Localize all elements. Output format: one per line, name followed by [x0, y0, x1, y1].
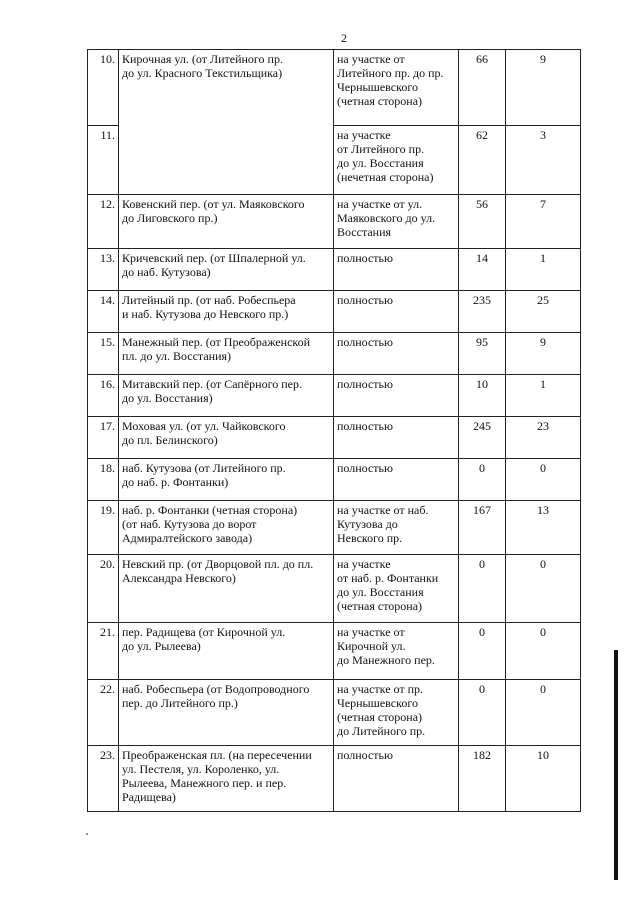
- count-cell: 167: [459, 501, 506, 555]
- table-row: [88, 555, 581, 623]
- extent-cell: полностью: [334, 746, 459, 812]
- table-row: [88, 501, 581, 555]
- extent-cell: на участке от наб. р. Фонтанки до ул. Восстания (четная сторона): [334, 555, 459, 623]
- street-cell: Литейный пр. (от наб. Робеспьера и наб. Кутузова до Невского пр.): [119, 291, 334, 333]
- count-cell: 0: [459, 459, 506, 501]
- street-cell: Ковенский пер. (от ул. Маяковского до Лиговского пр.): [119, 195, 334, 249]
- table-row: [88, 249, 581, 291]
- street-cell: Манежный пер. (от Преображенской пл. до ул. Восстания): [119, 333, 334, 375]
- table-row: [88, 680, 581, 746]
- count-cell: 13: [506, 501, 581, 555]
- count-cell: 0: [506, 680, 581, 746]
- count-cell: 25: [506, 291, 581, 333]
- count-cell: 0: [506, 459, 581, 501]
- streets-table: [87, 49, 581, 812]
- count-cell: 10: [459, 375, 506, 417]
- count-cell: 235: [459, 291, 506, 333]
- count-cell: 7: [506, 195, 581, 249]
- extent-cell: полностью: [334, 417, 459, 459]
- row-number: 20.: [88, 555, 119, 623]
- street-cell: наб. Кутузова (от Литейного пр. до наб. р. Фонтанки): [119, 459, 334, 501]
- table-row: [88, 291, 581, 333]
- row-number: 11.: [88, 126, 119, 195]
- extent-cell: на участке от Литейного пр. до ул. Восстания (нечетная сторона): [334, 126, 459, 195]
- count-cell: 0: [459, 680, 506, 746]
- page-number: 2: [341, 31, 347, 45]
- extent-cell: полностью: [334, 375, 459, 417]
- count-cell: 14: [459, 249, 506, 291]
- count-cell: 62: [459, 126, 506, 195]
- extent-cell: на участке от пр. Чернышевского (четная сторона) до Литейного пр.: [334, 680, 459, 746]
- table-row: [88, 50, 581, 126]
- row-number: 21.: [88, 623, 119, 680]
- extent-cell: полностью: [334, 333, 459, 375]
- count-cell: 66: [459, 50, 506, 126]
- row-number: 18.: [88, 459, 119, 501]
- count-cell: 9: [506, 50, 581, 126]
- count-cell: 1: [506, 249, 581, 291]
- extent-cell: на участке от Литейного пр. до пр. Чернышевского (четная сторона): [334, 50, 459, 126]
- street-cell: наб. Робеспьера (от Водопроводного пер. до Литейного пр.): [119, 680, 334, 746]
- street-cell: Митавский пер. (от Сапёрного пер. до ул. Восстания): [119, 375, 334, 417]
- row-number: 16.: [88, 375, 119, 417]
- street-cell: Кричевский пер. (от Шпалерной ул. до наб. Кутузова): [119, 249, 334, 291]
- count-cell: 0: [506, 555, 581, 623]
- count-cell: 23: [506, 417, 581, 459]
- table-row: [88, 195, 581, 249]
- street-cell: [119, 50, 334, 195]
- table-row: [88, 459, 581, 501]
- count-cell: 10: [506, 746, 581, 812]
- extent-cell: полностью: [334, 291, 459, 333]
- count-cell: 245: [459, 417, 506, 459]
- count-cell: 0: [459, 555, 506, 623]
- street-cell: Моховая ул. (от ул. Чайковского до пл. Белинского): [119, 417, 334, 459]
- count-cell: 182: [459, 746, 506, 812]
- table-row: [88, 623, 581, 680]
- scan-dot: [86, 833, 88, 835]
- count-cell: 9: [506, 333, 581, 375]
- extent-cell: полностью: [334, 459, 459, 501]
- street-cell: Преображенская пл. (на пересечении ул. Пестеля, ул. Короленко, ул. Рылеева, Манежного пер. и пер. Радищева): [119, 746, 334, 812]
- street-cell: пер. Радищева (от Кирочной ул. до ул. Рылеева): [119, 623, 334, 680]
- count-cell: 1: [506, 375, 581, 417]
- extent-cell: на участке от Кирочной ул. до Манежного пер.: [334, 623, 459, 680]
- table-row: [88, 333, 581, 375]
- count-cell: 0: [459, 623, 506, 680]
- row-number: 23.: [88, 746, 119, 812]
- table-row: [88, 746, 581, 812]
- street-cell: наб. р. Фонтанки (четная сторона) (от наб. Кутузова до ворот Адмиралтейского завода): [119, 501, 334, 555]
- scan-edge-mark: [614, 650, 618, 880]
- extent-cell: на участке от ул. Маяковского до ул. Восстания: [334, 195, 459, 249]
- row-number: 15.: [88, 333, 119, 375]
- row-number: 10.: [88, 50, 119, 126]
- table-row: [88, 375, 581, 417]
- count-cell: 95: [459, 333, 506, 375]
- row-number: 12.: [88, 195, 119, 249]
- street-name: Кирочная ул. (от Литейного пр. до ул. Красного Текстильщика): [122, 52, 283, 80]
- row-number: 14.: [88, 291, 119, 333]
- street-cell: Невский пр. (от Дворцовой пл. до пл. Александра Невского): [119, 555, 334, 623]
- row-number: 19.: [88, 501, 119, 555]
- count-cell: 56: [459, 195, 506, 249]
- table-row: [88, 417, 581, 459]
- extent-cell: на участке от наб. Кутузова до Невского пр.: [334, 501, 459, 555]
- count-cell: 0: [506, 623, 581, 680]
- row-number: 17.: [88, 417, 119, 459]
- row-number: 22.: [88, 680, 119, 746]
- extent-cell: полностью: [334, 249, 459, 291]
- count-cell: 3: [506, 126, 581, 195]
- row-number: 13.: [88, 249, 119, 291]
